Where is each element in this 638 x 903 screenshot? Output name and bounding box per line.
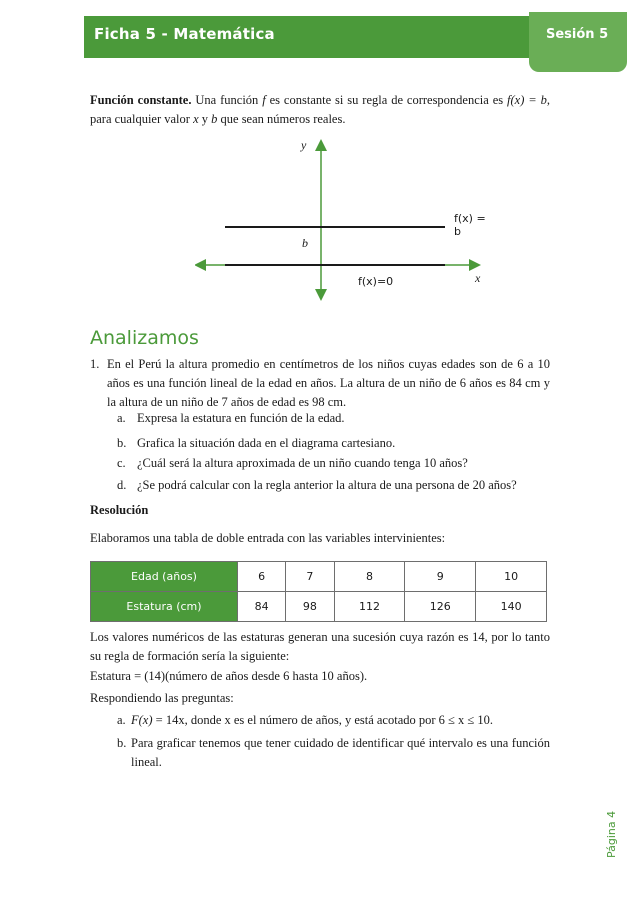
- line-label-zero: f(x)=0: [358, 275, 394, 288]
- table-cell: 98: [286, 592, 334, 622]
- problem-text: En el Perú la altura promedio en centímetros de los niños cuyas edades son de 6 a 10 años es una función lineal de la edad en años. La altura de un niño de 6 años es 84 cm y la altura de un niño de 7 años de edad es 98 cm.: [107, 357, 550, 409]
- answer-text: [131, 711, 550, 730]
- definition-rule: f(x) = b: [507, 93, 547, 107]
- question-letter: a.: [117, 411, 126, 425]
- document-title: Ficha 5 - Matemática: [94, 25, 275, 43]
- x-axis-label: x: [475, 271, 481, 285]
- table-cell: 126: [405, 592, 476, 622]
- question-letter: c.: [117, 456, 126, 470]
- problem-number: 1.: [90, 357, 100, 371]
- answer-function: F(x): [131, 713, 153, 727]
- section-title: Analizamos: [90, 327, 199, 349]
- answer-body: = 14x, donde x es el número de años, y está acotado por 6 ≤ x ≤ 10.: [152, 713, 494, 727]
- table-cell: 84: [238, 592, 286, 622]
- graph-svg: [195, 135, 495, 305]
- line-label-b: f(x) = b: [454, 212, 486, 238]
- sequence-paragraph: Los valores numéricos de las estaturas generan una sucesión cuya razón es 14, por lo tanto su regla de formación sería la siguiente:: [90, 630, 550, 663]
- definition-text: y: [198, 112, 212, 126]
- table-cell: 7: [286, 562, 334, 592]
- definition-text: que sean números reales.: [217, 112, 346, 126]
- row-header-age: Edad (años): [91, 562, 238, 592]
- table-row: [91, 562, 547, 592]
- definition-f: f: [262, 93, 266, 107]
- table-cell: 6: [238, 562, 286, 592]
- b-label: b: [302, 236, 308, 250]
- answer-letter: b.: [117, 736, 127, 750]
- table-cell: 112: [334, 592, 405, 622]
- definition-paragraph: [90, 91, 550, 129]
- table-intro: Elaboramos una tabla de doble entrada con las variables intervinientes:: [90, 531, 446, 545]
- definition-text: , para cualquier valor: [90, 93, 550, 126]
- answers-intro: Respondiendo las preguntas:: [90, 691, 234, 705]
- definition-b: b: [211, 112, 218, 126]
- table-row: [91, 592, 547, 622]
- question-text: ¿Cuál será la altura aproximada de un niño cuando tenga 10 años?: [137, 456, 468, 470]
- formula-paragraph: Estatura = (14)(número de años desde 6 hasta 10 años).: [90, 669, 368, 683]
- table-cell: 140: [476, 592, 547, 622]
- table-cell: 8: [334, 562, 405, 592]
- data-table: [90, 561, 547, 622]
- definition-term: Función constante.: [90, 93, 192, 107]
- resolution-heading: Resolución: [90, 503, 149, 517]
- page-number: Página 4: [605, 810, 618, 858]
- row-header-height: Estatura (cm): [91, 592, 238, 622]
- session-tab: [529, 12, 627, 72]
- table-cell: 9: [405, 562, 476, 592]
- answer-letter: a.: [117, 713, 126, 727]
- definition-text: es constante si su regla de correspondencia es: [265, 93, 508, 107]
- question-letter: b.: [117, 436, 127, 450]
- constant-function-graph: [195, 135, 495, 305]
- table-cell: 10: [476, 562, 547, 592]
- definition-text: Una función: [191, 93, 263, 107]
- session-label: Sesión 5: [546, 27, 609, 42]
- question-text: Expresa la estatura en función de la edad.: [137, 411, 345, 425]
- question-letter: d.: [117, 478, 127, 492]
- question-text: ¿Se podrá calcular con la regla anterior la altura de una persona de 20 años?: [137, 478, 517, 492]
- question-text: Grafica la situación dada en el diagrama cartesiano.: [137, 436, 396, 450]
- definition-x: x: [193, 112, 199, 126]
- y-axis-label: y: [301, 138, 307, 152]
- answer-text: Para graficar tenemos que tener cuidado de identificar qué intervalo es una función lineal.: [131, 736, 550, 769]
